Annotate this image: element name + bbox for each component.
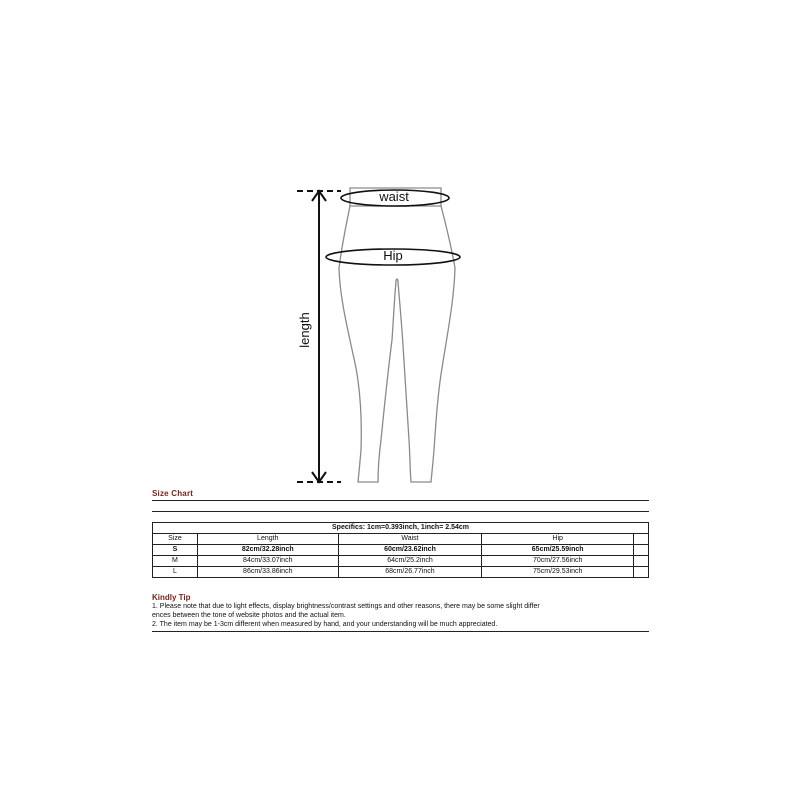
length-cell: 82cm/32.28inch (197, 545, 338, 556)
table-row (153, 567, 649, 578)
column-header: Hip (482, 534, 634, 545)
table-row (153, 556, 649, 567)
size-chart-table (152, 522, 649, 578)
tip-text: 2. The item may be 1-3cm different when measured by hand, and your understanding will be much appreciated. (152, 621, 498, 628)
empty-cell (634, 534, 649, 545)
column-header: Waist (338, 534, 482, 545)
size-cell: M (153, 556, 198, 567)
tip-text: 1. Please note that due to light effects, display brightness/contrast settings and other reasons, there may be some slight differ (152, 603, 540, 610)
size-chart-title: Size Chart (152, 489, 194, 498)
empty-cell (634, 567, 649, 578)
tip-text: ences between the tone of website photos and the actual item. (152, 612, 346, 619)
hip-cell: 65cm/25.59inch (482, 545, 634, 556)
table-row (153, 523, 649, 534)
divider (152, 631, 649, 632)
column-header: Size (153, 534, 198, 545)
divider (152, 500, 649, 501)
waist-cell: 60cm/23.62inch (338, 545, 482, 556)
waist-cell: 64cm/25.2inch (338, 556, 482, 567)
column-header: Length (197, 534, 338, 545)
length-cell: 86cm/33.86inch (197, 567, 338, 578)
size-cell: L (153, 567, 198, 578)
waist-cell: 68cm/26.77inch (338, 567, 482, 578)
empty-cell (634, 556, 649, 567)
kindly-tip-section (152, 593, 649, 629)
empty-cell (634, 545, 649, 556)
hip-cell: 75cm/29.53inch (482, 567, 634, 578)
length-label: length (297, 312, 312, 348)
kindly-tip-title: Kindly Tip (152, 593, 191, 602)
specifics-cell: Specifics: 1cm=0.393inch, 1inch= 2.54cm (153, 523, 649, 534)
leggings-outline (339, 188, 455, 482)
waist-label: waist (379, 189, 409, 204)
length-cell: 84cm/33.07inch (197, 556, 338, 567)
divider (152, 511, 649, 512)
hip-label: Hip (383, 248, 403, 263)
size-cell: S (153, 545, 198, 556)
table-row (153, 545, 649, 556)
hip-cell: 70cm/27.56inch (482, 556, 634, 567)
table-header-row (153, 534, 649, 545)
